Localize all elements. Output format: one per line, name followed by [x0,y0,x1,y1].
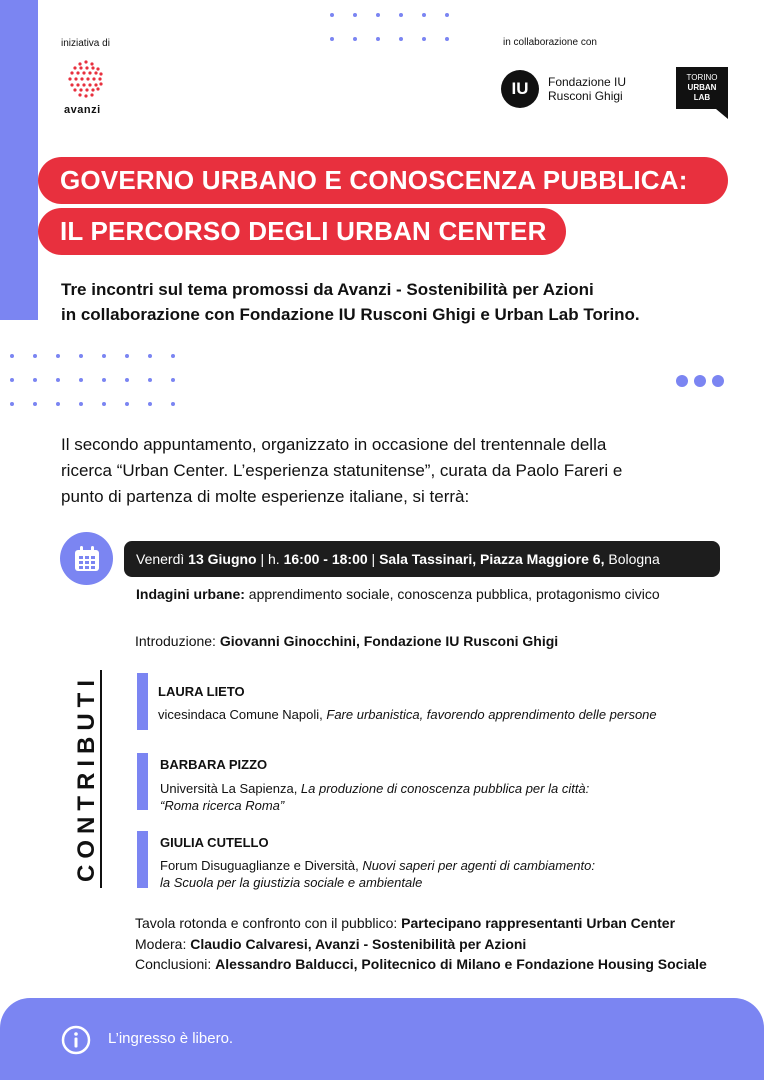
tul-line-3: LAB [693,93,711,102]
event-details-bar [124,541,720,577]
iu-line-1: Fondazione IU [548,75,627,89]
round-table-value: Partecipano rappresentanti Urban Center [401,915,676,931]
closing-program [135,913,707,975]
event-separator-2: | [367,551,380,567]
event-date: 13 Giugno [188,551,257,567]
calendar-icon [73,545,101,573]
decorative-dots-top [330,13,449,41]
speaker-talk-subtitle: “Roma ricerca Roma” [160,798,285,813]
speaker-name: LAURA LIETO [158,684,245,699]
decorative-side-bar [0,0,38,320]
event-venue: Sala Tassinari, Piazza Maggiore 6, [379,551,605,567]
moderator-label: Modera: [135,935,191,952]
speaker-role [160,780,589,814]
topic-text: apprendimento sociale, conoscenza pubblica, protagonismo civico [244,586,660,602]
iu-line-2: Rusconi Ghigi [548,89,623,103]
introduction-speaker [135,633,558,649]
fondazione-iu-logo [501,70,626,108]
tul-line-1: TORINO [686,73,718,82]
torino-urban-lab-logo [676,67,728,119]
description-line-1: Il secondo appuntamento, organizzato in occasione del trentennale della [61,435,607,454]
decorative-dots-right [676,375,724,387]
title-line-1: GOVERNO URBANO E CONOSCENZA PUBBLICA: [38,157,728,204]
avanzi-logo-icon [66,58,106,102]
conclusions-value: Alessandro Balducci, Politecnico di Milano e Fondazione Housing Sociale [215,956,707,972]
avanzi-logo [62,58,116,120]
description-line-2: ricerca “Urban Center. L’esperienza statunitense”, curata da Paolo Fareri e [61,461,623,480]
iu-mark: IU [501,70,539,108]
speaker-role [160,857,595,891]
event-city: Bologna [604,551,660,567]
contributi-vertical-label [72,668,100,888]
title-line-2: IL PERCORSO DEGLI URBAN CENTER [38,208,566,255]
speaker-accent-bar [137,753,148,810]
moderator-line [135,934,707,955]
tul-line-2: URBAN [687,83,717,92]
free-entry-note: L’ingresso è libero. [108,1030,234,1047]
conclusions-label: Conclusioni: [135,956,216,972]
topic-label: Indagini urbane: [136,586,245,602]
event-separator-1: | h. [256,551,284,567]
speaker-name: GIULIA CUTELLO [160,835,269,850]
conclusions-line [135,954,707,975]
calendar-badge [60,532,113,585]
speaker-talk-subtitle: la Scuola per la giustizia sociale e ambientale [160,875,423,890]
event-day: Venerdì [136,551,189,567]
contributi-divider [100,670,102,888]
speaker-accent-bar [137,831,148,888]
speaker-affiliation: vicesindaca Comune Napoli, [158,707,327,722]
contributi-label-text: CONTRIBUTI [73,674,100,882]
moderator-value: Claudio Calvaresi, Avanzi - Sostenibilità per Azioni [190,935,527,952]
decorative-dots-left [10,354,175,406]
speaker-talk-title: Nuovi saperi per agenti di cambiamento: [362,858,595,873]
speaker-affiliation: Università La Sapienza, [160,781,301,796]
promoter-label: iniziativa di [61,38,110,49]
speaker-name: BARBARA PIZZO [160,757,268,772]
introduction-name: Giovanni Ginocchini, Fondazione IU Rusconi Ghigi [219,633,559,649]
speaker-affiliation: Forum Disuguaglianze e Diversità, [160,858,363,873]
round-table-label: Tavola rotonda e confronto con il pubblico: [135,915,402,931]
intro-line-2: in collaborazione con Fondazione IU Rusconi Ghigi e Urban Lab Torino. [61,305,640,324]
event-time: 16:00 - 18:00 [283,551,368,567]
collaboration-label: in collaborazione con [503,37,597,48]
description-line-3: punto di partenza di molte esperienze italiane, si terrà: [61,487,470,506]
avanzi-wordmark: avanzi [64,104,101,116]
intro-text [61,277,640,327]
info-icon [61,1025,91,1055]
introduction-label: Introduzione: [135,633,220,649]
speaker-talk-title: Fare urbanistica, favorendo apprendimento delle persone [326,707,657,722]
intro-line-1: Tre incontri sul tema promossi da Avanzi - Sostenibilità per Azioni [61,280,594,299]
iu-wordmark [548,75,626,103]
event-description [61,432,721,510]
round-table-line [135,913,707,934]
speaker-role [158,706,657,723]
event-topic [136,586,660,602]
speaker-talk-title: La produzione di conoscenza pubblica per la città: [300,781,590,796]
speaker-accent-bar [137,673,148,730]
